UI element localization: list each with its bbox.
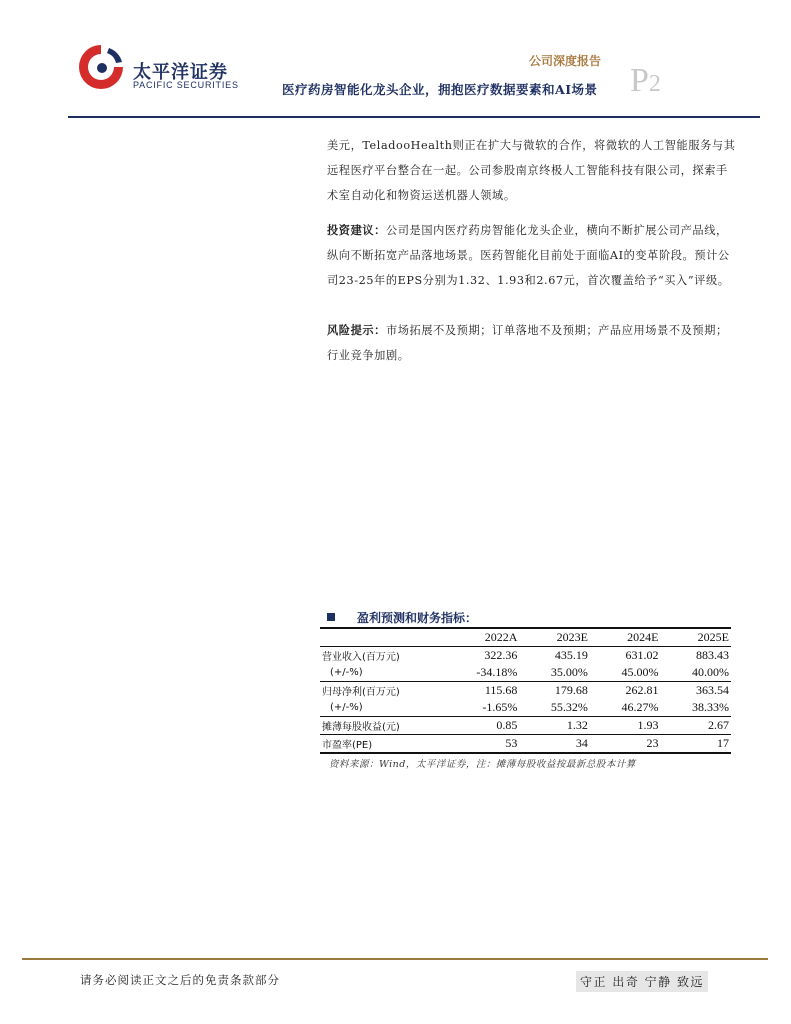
- table-cell: 23: [590, 735, 661, 754]
- table-cell: 435.19: [554, 648, 588, 662]
- row-label: 营业收入(百万元): [322, 652, 400, 663]
- table-header-cell: [320, 628, 442, 647]
- table-cell: -34.18%: [442, 664, 519, 682]
- investment-advice-label: 投资建议：: [327, 223, 386, 237]
- table-cell: 35.00%: [519, 664, 590, 682]
- table-cell: 0.85: [442, 717, 519, 735]
- table-row: [320, 735, 731, 754]
- pacific-securities-logo-icon: [76, 42, 126, 92]
- table-cell: 53: [442, 735, 519, 754]
- table-row: [320, 699, 731, 717]
- table-cell: 262.81: [625, 683, 659, 697]
- row-label: 摊薄每股收益(元): [320, 717, 442, 735]
- footer-divider: [22, 958, 768, 960]
- table-source-note: 资料来源：Wind，太平洋证券，注：摊薄每股收益按最新总股本计算: [329, 759, 636, 770]
- table-cell: 363.54: [696, 683, 729, 697]
- page-number: 2: [648, 71, 661, 97]
- table-row: [320, 717, 731, 735]
- disclaimer-notice: 请务必阅读正文之后的免责条款部分: [80, 973, 280, 987]
- table-cell: 115.68: [484, 683, 518, 697]
- table-cell: 34: [519, 735, 590, 754]
- risk-warning-text: 市场拓展不及预期；订单落地不及预期；产品应用场景不及预期；行业竞争加剧。: [327, 324, 728, 362]
- table-header-cell: 2024E: [590, 628, 661, 647]
- report-title: 医疗药房智能化龙头企业，拥抱医疗数据要素和AI场景: [282, 82, 598, 97]
- table-title-text: 盈利预测和财务指标：: [357, 611, 478, 625]
- table-cell: 1.93: [590, 717, 661, 735]
- paragraph-intro: 美元，TeladooHealth则正在扩大与微软的合作，将微软的人工智能服务与其远程医疗平台整合在一起。公司参股南京终极人工智能科技有限公司，探索手术室自动化和物资运送机器人领域。: [327, 139, 736, 202]
- table-row: [320, 682, 731, 700]
- company-slogan: 守正 出奇 宁静 致远: [576, 971, 708, 992]
- table-cell: 45.00%: [590, 664, 661, 682]
- table-cell: 46.27%: [590, 699, 661, 717]
- table-cell: 322.36: [484, 648, 518, 662]
- table-header-row: [320, 628, 731, 647]
- row-label: 归母净利(百万元): [322, 687, 400, 698]
- row-label: 市盈率(PE): [320, 735, 442, 754]
- table-row: [320, 647, 731, 665]
- table-cell: 631.02: [625, 648, 659, 662]
- table-cell: 55.32%: [519, 699, 590, 717]
- financial-forecast-table: [320, 627, 731, 754]
- table-row: [320, 664, 731, 682]
- brand-name-en: PACIFIC SECURITIES: [133, 80, 239, 90]
- table-title: [327, 609, 477, 626]
- table-cell: 38.33%: [660, 699, 731, 717]
- row-label: (+/-%): [320, 664, 442, 682]
- risk-warning-label: 风险提示：: [327, 323, 386, 337]
- table-cell: -1.65%: [442, 699, 519, 717]
- page-indicator: [630, 62, 661, 100]
- table-header-cell: 2022A: [442, 628, 519, 647]
- page-letter: P: [630, 62, 649, 99]
- table-cell: 883.43: [696, 648, 729, 662]
- square-bullet-icon: [327, 613, 335, 621]
- header-divider: [68, 116, 760, 118]
- paragraph-investment-advice: [327, 218, 739, 293]
- brand-name-cn: 太平洋证券: [133, 62, 228, 83]
- table-cell: 1.32: [519, 717, 590, 735]
- table-cell: 179.68: [554, 683, 588, 697]
- paragraph-risk-warning: [327, 318, 739, 368]
- investment-advice-text: 公司是国内医疗药房智能化龙头企业，横向不断扩展公司产品线，纵向不断拓宽产品落地场景。医药智能化目前处于面临AI的变革阶段。预计公司23-25年的EPS分别为1.32、1.93和2.67元，首次覆盖给予“买入”评级。: [327, 224, 730, 287]
- table-cell: 2.67: [660, 717, 731, 735]
- table-header-cell: 2025E: [660, 628, 731, 647]
- table-cell: 40.00%: [660, 664, 731, 682]
- row-label: (+/-%): [320, 699, 442, 717]
- table-header-cell: 2023E: [519, 628, 590, 647]
- table-cell: 17: [660, 735, 731, 754]
- report-type-label: 公司深度报告: [529, 54, 602, 68]
